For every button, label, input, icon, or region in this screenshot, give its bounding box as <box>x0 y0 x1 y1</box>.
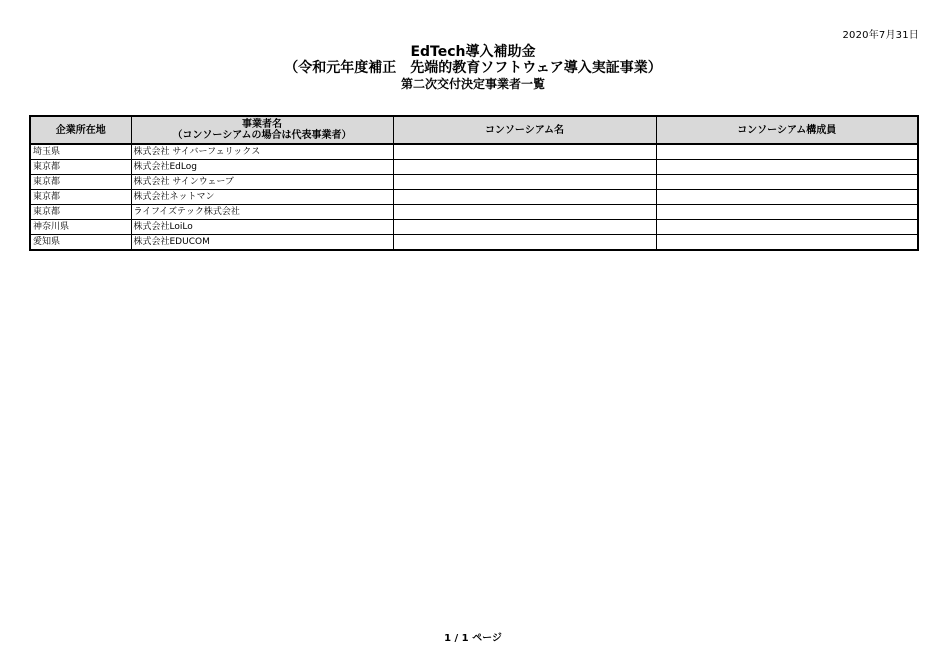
cell-location: 東京都 <box>30 205 131 220</box>
cell-consortium-name <box>393 235 656 251</box>
cell-consortium-members <box>656 160 918 175</box>
document-date: 2020年7月31日 <box>842 30 919 41</box>
cell-consortium-name <box>393 220 656 235</box>
cell-company: 株式会社LoiLo <box>131 220 393 235</box>
cell-company: 株式会社EDUCOM <box>131 235 393 251</box>
cell-company: 株式会社 サイバーフェリックス <box>131 144 393 160</box>
cell-consortium-members <box>656 144 918 160</box>
cell-consortium-name <box>393 144 656 160</box>
header-company-line-1: 事業者名 <box>242 119 282 130</box>
cell-consortium-name <box>393 205 656 220</box>
cell-consortium-name <box>393 160 656 175</box>
cell-company: 株式会社 サインウェーブ <box>131 175 393 190</box>
cell-consortium-name <box>393 175 656 190</box>
cell-consortium-members <box>656 235 918 251</box>
table-row <box>30 144 918 160</box>
page-number: 1 / 1 ページ <box>444 633 502 644</box>
cell-location: 東京都 <box>30 160 131 175</box>
title-line-3: 第二次交付決定事業者一覧 <box>400 77 545 91</box>
table-row <box>30 175 918 190</box>
table-row <box>30 190 918 205</box>
cell-consortium-members <box>656 205 918 220</box>
cell-location: 埼玉県 <box>30 144 131 160</box>
header-consortium-members: コンソーシアム構成員 <box>656 116 918 144</box>
cell-company: 株式会社EdLog <box>131 160 393 175</box>
cell-location: 愛知県 <box>30 235 131 251</box>
header-company-line-2: （コンソーシアムの場合は代表事業者） <box>172 130 352 141</box>
cell-location: 神奈川県 <box>30 220 131 235</box>
cell-company: ライフイズテック株式会社 <box>131 205 393 220</box>
recipient-table <box>29 115 919 251</box>
header-consortium-name: コンソーシアム名 <box>393 116 656 144</box>
title-line-1: EdTech導入補助金 <box>410 44 536 60</box>
table-row <box>30 235 918 251</box>
cell-consortium-members <box>656 190 918 205</box>
table-row <box>30 205 918 220</box>
header-company <box>131 116 393 144</box>
header-location: 企業所在地 <box>30 116 131 144</box>
title-line-2: （令和元年度補正 先端的教育ソフトウェア導入実証事業） <box>284 60 662 76</box>
document-title-block <box>0 44 946 92</box>
table-header-row <box>30 116 918 144</box>
table-row <box>30 160 918 175</box>
table-row <box>30 220 918 235</box>
cell-location: 東京都 <box>30 175 131 190</box>
cell-consortium-members <box>656 220 918 235</box>
cell-company: 株式会社ネットマン <box>131 190 393 205</box>
cell-consortium-name <box>393 190 656 205</box>
cell-consortium-members <box>656 175 918 190</box>
cell-location: 東京都 <box>30 190 131 205</box>
